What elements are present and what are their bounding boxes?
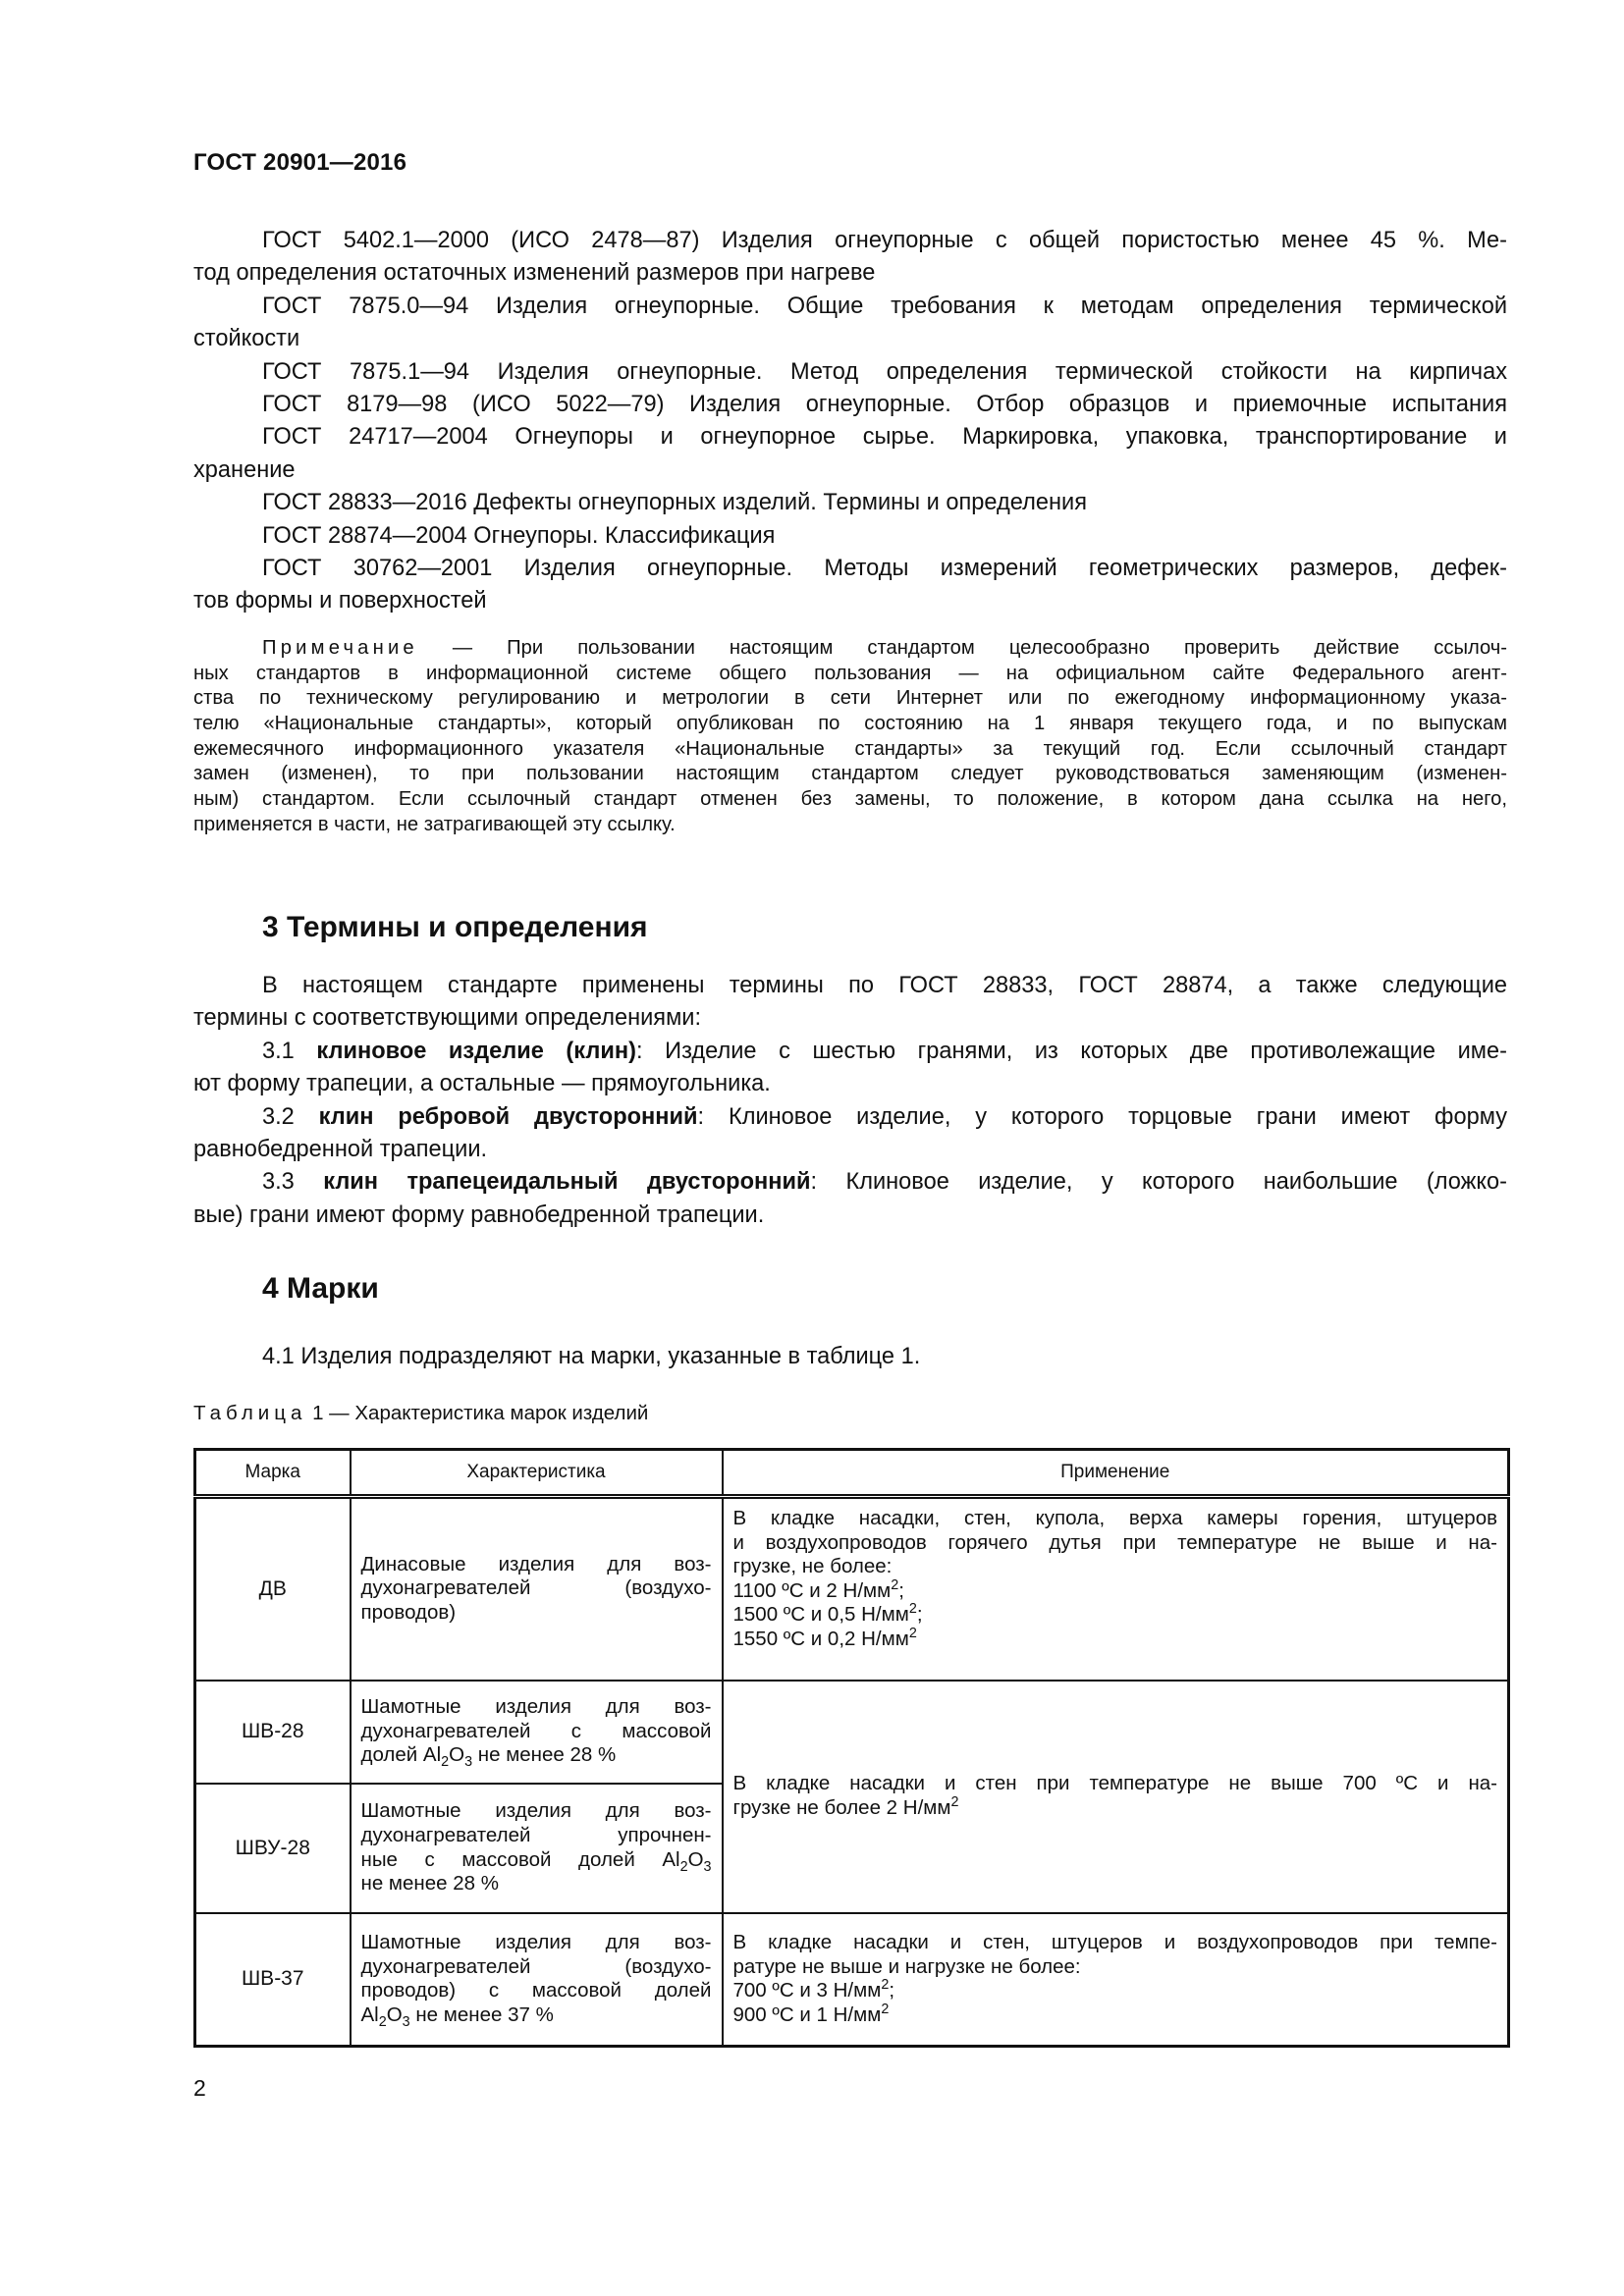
reference-item <box>193 225 1507 291</box>
note-line: телю «Национальные стандарты», который опубликован по состоянию на 1 января текущего года, и по выпускам <box>193 713 1507 735</box>
note-line: ным) стандартом. Если ссылочный стандарт отменен без замены, то положение, в котором дана ссылка на него, <box>193 788 1507 811</box>
term-3-2: 3.2 клин ребровой двусторонний: Клиновое изделие, у которого торцовые грани имеют форму <box>262 1103 1507 1130</box>
reference-line: ГОСТ 8179—98 (ИСО 5022—79) Изделия огнеупорные. Отбор образцов и приемочные испытания <box>262 391 1507 417</box>
note-label: Примечание <box>262 637 418 659</box>
reference-line: ГОСТ 28874—2004 Огнеупоры. Классификация <box>262 522 776 549</box>
section-4-body <box>193 1341 1507 1373</box>
characteristic-cell: Динасовые изделия для воз- духонагревателей (воздухо- проводов) <box>351 1497 723 1681</box>
note-line: ства по техническому регулированию и метрологии в сети Интернет или по ежегодному информационному указа- <box>193 687 1507 710</box>
column-header-application: Применение <box>723 1450 1509 1497</box>
characteristic-cell: Шамотные изделия для воз- духонагревателей (воздухо- проводов) с массовой долей $Al_2O_3$ не менее 37 % <box>351 1913 723 2047</box>
mark-cell: ДВ <box>195 1497 351 1681</box>
term-3-3: 3.3 клин трапецеидальный двусторонний: Клиновое изделие, у которого наибольшие (ложко- <box>262 1169 1507 1196</box>
term-name: клиновое изделие (клин) <box>316 1038 636 1064</box>
reference-item <box>193 291 1507 356</box>
reference-item <box>193 487 1507 519</box>
characteristic-cell: Шамотные изделия для воз- духонагревателей упрочнен- ные с массовой долей $Al_2O_3$ не менее 28 % <box>351 1784 723 1913</box>
note-first-line: Примечание — При пользовании настоящим стандартом целесообразно проверить действие ссылоч- <box>262 637 1508 659</box>
section-3-heading: 3 Термины и определения <box>262 911 648 943</box>
reference-line: тод определения остаточных изменений размеров при нагреве <box>193 260 876 287</box>
term-definition: : Клиновое изделие, у которого наибольшие (ложко- <box>810 1169 1507 1196</box>
reference-line: ГОСТ 5402.1—2000 (ИСО 2478—87) Изделия огнеупорные с общей пористостью менее 45 %. Ме- <box>262 228 1507 253</box>
term-name: клин трапецеидальный двусторонний <box>323 1169 811 1196</box>
column-header-characteristic: Характеристика <box>351 1450 723 1497</box>
mark-cell: ШВ-37 <box>195 1913 351 2047</box>
reference-line: хранение <box>193 456 296 483</box>
mark-cell: ШВУ-28 <box>195 1784 351 1913</box>
table-row <box>195 1913 1509 2047</box>
table-caption-label: Таблица <box>193 1402 307 1424</box>
term-definition-line: ют форму трапеции, а остальные — прямоугольника. <box>193 1071 771 1097</box>
column-header-mark: Марка <box>195 1450 351 1497</box>
section-3-intro-line: В настоящем стандарте применены термины по ГОСТ 28833, ГОСТ 28874, а также следующие <box>262 973 1507 998</box>
table-row <box>195 1497 1509 1681</box>
term-name: клин ребровой двусторонний <box>318 1103 698 1130</box>
reference-item <box>193 389 1507 421</box>
note-line: ных стандартов в информационной системе общего пользования — на официальном сайте Федерального агент- <box>193 662 1507 684</box>
term-definition: : Клиновое изделие, у которого торцовые грани имеют форму <box>697 1103 1507 1130</box>
running-head: ГОСТ 20901—2016 <box>193 149 407 176</box>
normative-references <box>193 225 1507 618</box>
term-definition: : Изделие с шестью гранями, из которых две противолежащие име- <box>635 1038 1507 1064</box>
mark-cell: ШВ-28 <box>195 1681 351 1784</box>
reference-line: тов формы и поверхностей <box>193 588 487 614</box>
term-definition-line: вые) грани имеют форму равнобедренной трапеции. <box>193 1201 765 1228</box>
section-4-paragraph: 4.1 Изделия подразделяют на марки, указанные в таблице 1. <box>262 1344 921 1369</box>
table-row <box>195 1681 1509 1784</box>
application-cell: В кладке насадки и стен при температуре не выше 700 ºС и на- грузке не более 2 $Н/мм^2$ <box>723 1681 1509 1913</box>
application-cell: В кладке насадки, стен, купола, верха камеры горения, штуцеров и воздухопроводов горячего дутья при температуре не выше и на- грузке, не более: 1100 ºС и 2 $Н/мм^2$; 1500 ºС и 0,5 $Н/мм^2$; 1550 ºС и 0,2 $Н/мм^2$ <box>723 1497 1509 1681</box>
section-3-intro-line: термины с соответствующими определениями: <box>193 1005 702 1032</box>
table-caption <box>193 1402 648 1425</box>
reference-line: ГОСТ 30762—2001 Изделия огнеупорные. Методы измерений геометрических размеров, дефек- <box>262 555 1507 581</box>
reference-item <box>193 421 1507 487</box>
section-3-body <box>193 970 1507 1232</box>
term-3-1: 3.1 клиновое изделие (клин): Изделие с шестью гранями, из которых две противолежащие име- <box>262 1038 1507 1064</box>
reference-line: ГОСТ 24717—2004 Огнеупоры и огнеупорное сырье. Маркировка, упаковка, транспортирование и <box>262 424 1507 451</box>
reference-item <box>193 520 1507 553</box>
term-definition-line: равнобедренной трапеции. <box>193 1136 488 1162</box>
characteristic-cell: Шамотные изделия для воз- духонагревателей с массовой долей $Al_2O_3$ не менее 28 % <box>351 1681 723 1784</box>
note <box>193 636 1507 838</box>
table-caption-title: 1 — Характеристика марок изделий <box>306 1402 649 1424</box>
page-number: 2 <box>193 2075 206 2101</box>
reference-line: ГОСТ 7875.0—94 Изделия огнеупорные. Общие требования к методам определения термической <box>262 293 1507 319</box>
reference-item <box>193 356 1507 389</box>
note-line: ежемесячного информационного указателя «Национальные стандарты» за текущий год. Если ссылочный стандарт <box>193 737 1507 760</box>
note-text: При пользовании настоящим стандартом целесообразно проверить действие ссылоч- <box>507 637 1508 659</box>
note-line: замен (изменен), то при пользовании настоящим стандартом следует руководствоваться заменяющим (изменен- <box>193 763 1507 785</box>
reference-line: стойкости <box>193 326 300 352</box>
marks-table <box>193 1448 1510 2048</box>
section-4-heading: 4 Марки <box>262 1272 379 1305</box>
note-line: применяется в части, не затрагивающей эту ссылку. <box>193 813 676 835</box>
reference-line: ГОСТ 7875.1—94 Изделия огнеупорные. Метод определения термической стойкости на кирпичах <box>262 358 1507 385</box>
reference-line: ГОСТ 28833—2016 Дефекты огнеупорных изделий. Термины и определения <box>262 490 1088 516</box>
application-cell: В кладке насадки и стен, штуцеров и воздухопроводов при темпе- ратуре не выше и нагрузке не более: 700 ºС и 3 $Н/мм^2$; 900 ºС и 1 $Н/мм^2$ <box>723 1913 1509 2047</box>
reference-item <box>193 553 1507 618</box>
table-header-row <box>195 1450 1509 1497</box>
